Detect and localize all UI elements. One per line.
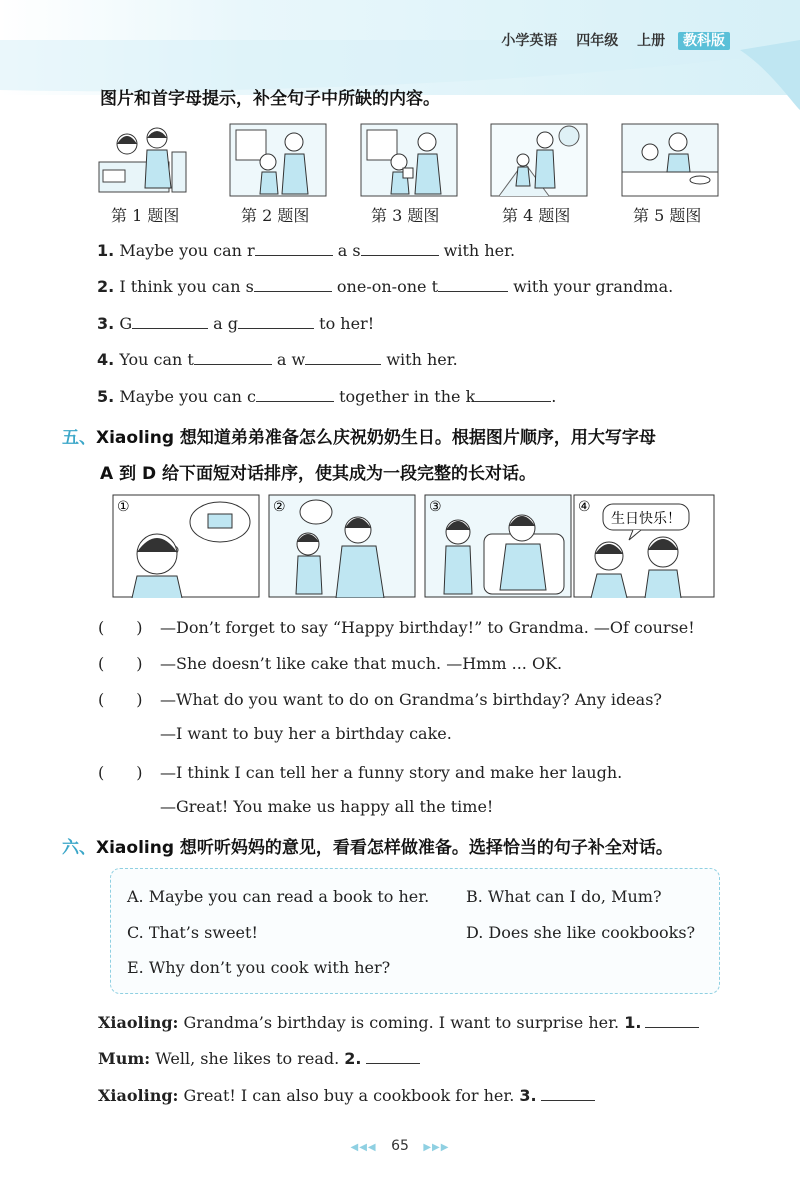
part6-number: 六、 — [62, 838, 96, 858]
answer-blank[interactable] — [645, 1013, 699, 1028]
item-number: 3. — [97, 314, 115, 333]
part4-item-2: 2. I think you can s one-on-one t with your grandma. — [97, 277, 674, 296]
part5-item-4-reply: —Great! You make us happy all the time! — [160, 797, 494, 816]
part6-title: 六、Xiaoling 想听听妈妈的意见，看看怎样做准备。选择恰当的句子补全对话。 — [62, 838, 673, 858]
item-number: 5. — [97, 387, 115, 406]
answer-blank[interactable] — [475, 387, 551, 402]
comic-panel-4 — [573, 494, 715, 598]
dialogue-line-3: Xiaoling: Great! I can also buy a cookbook for her. 3. — [98, 1086, 595, 1105]
answer-blank[interactable] — [238, 314, 314, 329]
part5-item-3: ( ) —What do you want to do on Grandma’s birthday? Any ideas? — [98, 687, 662, 710]
answer-blank[interactable] — [361, 241, 439, 256]
part5-title-line2: A 到 D 给下面短对话排序，使其成为一段完整的长对话。 — [100, 464, 537, 484]
comic-panel-2 — [268, 494, 416, 598]
panel-label: ③ — [429, 499, 442, 515]
part4-item-5: 5. Maybe you can c together in the k . — [97, 387, 557, 406]
answer-blank[interactable] — [255, 241, 333, 256]
panel-label: ② — [273, 499, 286, 515]
header-volume: 上册 — [637, 33, 666, 49]
dialogue-line-1: Xiaoling: Grandma’s birthday is coming. I want to surprise her. 1. — [98, 1013, 699, 1032]
header-edition-badge: 教科版 — [678, 32, 730, 50]
answer-paren[interactable]: ( ) — [98, 690, 143, 709]
speaker: Mum: — [98, 1049, 151, 1068]
item-number: 2. — [97, 277, 115, 296]
picture-2 — [228, 122, 328, 198]
picture-1 — [97, 122, 197, 198]
option-d: D. Does she like cookbooks? — [466, 923, 696, 942]
answer-blank[interactable] — [438, 277, 508, 292]
dialogue-line-2: Mum: Well, she likes to read. 2. — [98, 1049, 420, 1068]
caption-2: 第 2 题图 — [241, 206, 310, 225]
picture-5 — [620, 122, 720, 198]
option-a: A. Maybe you can read a book to her. — [127, 887, 430, 906]
answer-blank[interactable] — [366, 1049, 420, 1064]
answer-blank[interactable] — [254, 277, 332, 292]
answer-blank[interactable] — [541, 1086, 595, 1101]
answer-blank[interactable] — [305, 350, 381, 365]
panel-label: ① — [117, 499, 130, 515]
part5-item-3-reply: —I want to buy her a birthday cake. — [160, 724, 452, 743]
answer-blank[interactable] — [256, 387, 334, 402]
caption-1: 第 1 题图 — [111, 206, 180, 225]
part4-instruction: 图片和首字母提示，补全句子中所缺的内容。 — [100, 89, 440, 109]
option-c: C. That’s sweet! — [127, 923, 258, 942]
panel-label: ④ — [578, 499, 591, 515]
part5-number: 五、 — [62, 428, 96, 448]
comic-panel-1 — [112, 494, 260, 598]
item-number: 4. — [97, 350, 115, 369]
left-arrows-icon: ◀◀◀ — [350, 1142, 377, 1153]
answer-blank[interactable] — [132, 314, 208, 329]
part5-item-4: ( ) —I think I can tell her a funny story and make her laugh. — [98, 760, 622, 783]
speaker: Xiaoling: — [98, 1086, 179, 1105]
part5-item-2: ( ) —She doesn’t like cake that much. —Hmm ... OK. — [98, 651, 562, 674]
answer-paren[interactable]: ( ) — [98, 654, 143, 673]
part4-item-3: 3. G a g to her! — [97, 314, 375, 333]
caption-4: 第 4 题图 — [502, 206, 571, 225]
caption-5: 第 5 题图 — [633, 206, 702, 225]
picture-4 — [489, 122, 589, 198]
answer-paren[interactable]: ( ) — [98, 618, 143, 637]
answer-paren[interactable]: ( ) — [98, 763, 143, 782]
birthday-bubble-text: 生日快乐！ — [611, 511, 681, 527]
picture-3 — [359, 122, 459, 198]
part4-item-4: 4. You can t a w with her. — [97, 350, 458, 369]
option-b: B. What can I do, Mum? — [466, 887, 662, 906]
part5-item-1: ( ) —Don’t forget to say “Happy birthday!” to Grandma. —Of course! — [98, 615, 695, 638]
answer-blank[interactable] — [194, 350, 272, 365]
speaker: Xiaoling: — [98, 1013, 179, 1032]
page-header — [487, 30, 730, 50]
part4-item-1: 1. Maybe you can r a s with her. — [97, 241, 516, 260]
header-grade: 四年级 — [576, 33, 619, 49]
caption-3: 第 3 题图 — [371, 206, 440, 225]
part5-title: 五、Xiaoling 想知道弟弟准备怎么庆祝奶奶生日。根据图片顺序，用大写字母 — [62, 428, 656, 448]
page-footer — [0, 1138, 800, 1154]
option-e: E. Why don’t you cook with her? — [127, 958, 391, 977]
header-subject: 小学英语 — [501, 33, 558, 49]
right-arrows-icon: ▶▶▶ — [423, 1142, 450, 1153]
item-number: 1. — [97, 241, 115, 260]
page-number: 65 — [391, 1138, 409, 1154]
comic-panel-3 — [424, 494, 572, 598]
